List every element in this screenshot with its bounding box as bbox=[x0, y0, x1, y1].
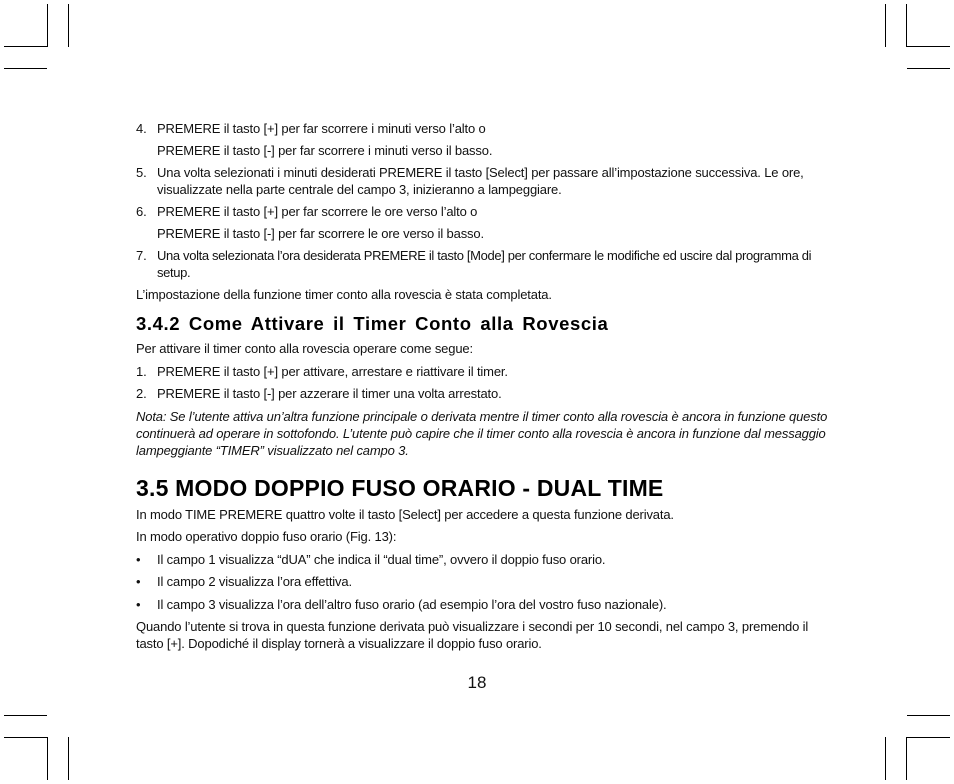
crop-mark bbox=[4, 68, 47, 69]
crop-mark bbox=[47, 737, 48, 780]
crop-mark bbox=[885, 4, 886, 47]
paragraph: In modo operativo doppio fuso orario (Fig. 13): bbox=[136, 529, 397, 544]
crop-mark bbox=[4, 715, 47, 716]
crop-mark bbox=[907, 715, 950, 716]
list-item bbox=[136, 385, 832, 402]
section-heading: 3.4.2 Come Attivare il Timer Conto alla Rovescia bbox=[136, 313, 609, 334]
step-text: Una volta selezionata l’ora desiderata PREMERE il tasto [Mode] per confermare le modifiche ed uscire dal programma di setup. bbox=[157, 248, 812, 280]
step-number: 2. bbox=[136, 386, 147, 401]
crop-mark bbox=[906, 737, 950, 738]
crop-mark bbox=[906, 737, 907, 780]
list-item bbox=[136, 573, 832, 590]
step-continuation: PREMERE il tasto [-] per far scorrere i minuti verso il basso. bbox=[157, 143, 493, 158]
bullet-icon: • bbox=[136, 597, 141, 612]
note-text: Nota: Se l’utente attiva un’altra funzione principale o derivata mentre il timer conto alla rovescia è ancora in funzione questo continuerà ad operare in sottofondo. L’utente può capire che il timer conto alla rovescia è ancora in funzione dal messaggio lampeggiante “TIMER” visualizzato nel campo 3. bbox=[136, 409, 828, 458]
bullet-icon: • bbox=[136, 552, 141, 567]
crop-mark bbox=[906, 46, 950, 47]
step-number: 4. bbox=[136, 121, 147, 136]
section-title: 3.5 MODO DOPPIO FUSO ORARIO - DUAL TIME bbox=[136, 475, 664, 501]
list-item bbox=[136, 551, 832, 568]
list-item bbox=[136, 247, 832, 281]
list-item bbox=[136, 164, 832, 198]
page-content bbox=[136, 120, 832, 652]
crop-mark bbox=[68, 4, 69, 47]
step-text: PREMERE il tasto [+] per far scorrere le ore verso l’alto o bbox=[157, 204, 478, 219]
step-number: 1. bbox=[136, 364, 147, 379]
list-item bbox=[136, 363, 832, 380]
step-text: Una volta selezionati i minuti desiderati PREMERE il tasto [Select] per passare all’impostazione successiva. Le ore, visualizzate nella parte centrale del campo 3, inizieranno a lampeggiare. bbox=[157, 165, 804, 197]
step-number: 6. bbox=[136, 204, 147, 219]
step-text: PREMERE il tasto [-] per azzerare il timer una volta arrestato. bbox=[157, 386, 502, 401]
crop-mark bbox=[68, 737, 69, 780]
crop-mark bbox=[47, 4, 48, 47]
bullet-text: Il campo 3 visualizza l’ora dell’altro fuso orario (ad esempio l’ora del vostro fuso nazionale). bbox=[157, 597, 667, 612]
page-number: 18 bbox=[467, 673, 487, 692]
step-continuation: PREMERE il tasto [-] per far scorrere le ore verso il basso. bbox=[157, 226, 484, 241]
crop-mark bbox=[906, 4, 907, 47]
paragraph: In modo TIME PREMERE quattro volte il tasto [Select] per accedere a questa funzione derivata. bbox=[136, 507, 674, 522]
crop-mark bbox=[4, 737, 48, 738]
paragraph: Quando l’utente si trova in questa funzione derivata può visualizzare i secondi per 10 secondi, nel campo 3, premendo il tasto [+]. Dopodiché il display tornerà a visualizzare il doppio fuso orario. bbox=[136, 619, 809, 651]
bullet-text: Il campo 2 visualizza l’ora effettiva. bbox=[157, 574, 352, 589]
list-item bbox=[136, 120, 832, 137]
crop-mark bbox=[885, 737, 886, 780]
completion-text: L’impostazione della funzione timer conto alla rovescia è stata completata. bbox=[136, 287, 552, 302]
step-number: 5. bbox=[136, 165, 147, 180]
section-intro: Per attivare il timer conto alla rovescia operare come segue: bbox=[136, 341, 473, 356]
bullet-icon: • bbox=[136, 574, 141, 589]
bullet-text: Il campo 1 visualizza “dUA” che indica il “dual time”, ovvero il doppio fuso orario. bbox=[157, 552, 606, 567]
crop-mark bbox=[4, 46, 48, 47]
crop-mark bbox=[907, 68, 950, 69]
step-text: PREMERE il tasto [+] per attivare, arrestare e riattivare il timer. bbox=[157, 364, 508, 379]
step-text: PREMERE il tasto [+] per far scorrere i minuti verso l’alto o bbox=[157, 121, 486, 136]
list-item bbox=[136, 203, 832, 220]
step-number: 7. bbox=[136, 248, 147, 263]
list-item bbox=[136, 596, 832, 613]
